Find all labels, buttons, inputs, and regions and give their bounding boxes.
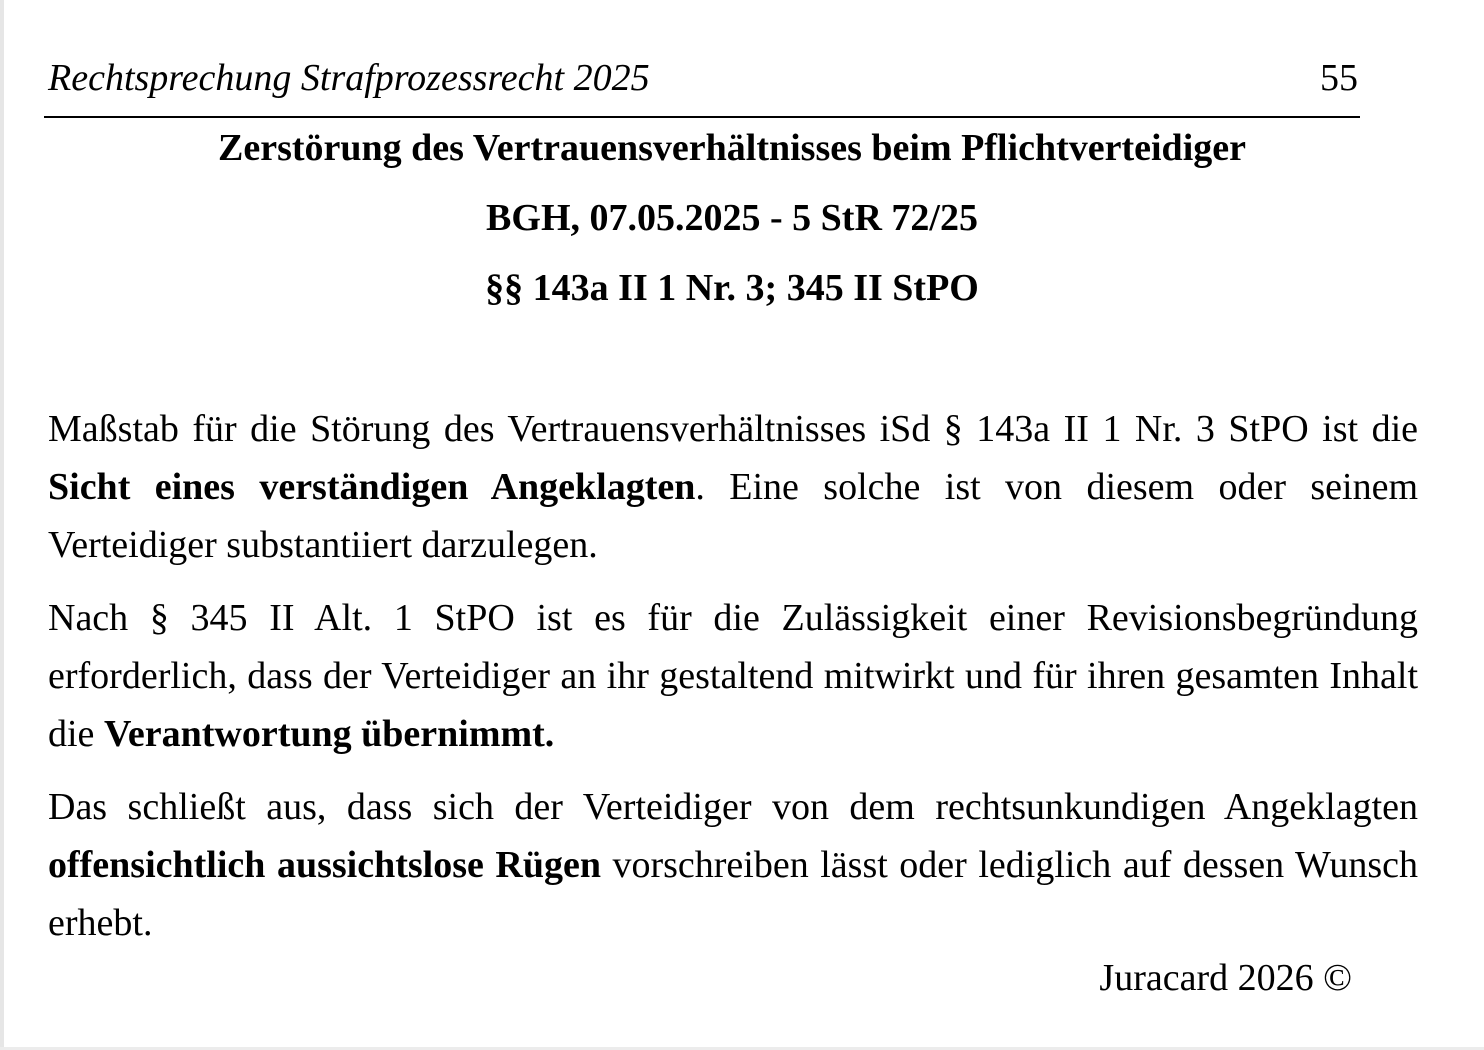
paragraph-2: [48, 589, 1418, 763]
paragraph-1-text: Maßstab für die Störung des Vertrauensverhältnisses iSd § 143a II 1 Nr. 3 StPO ist die: [48, 408, 1418, 450]
paragraph-3-emphasis: offensichtlich aussichtslose Rügen: [48, 844, 601, 886]
card-title: Zerstörung des Vertrauensverhältnisses beim Pflichtverteidiger: [218, 127, 1246, 169]
running-header-title: Rechtsprechung Strafprozessrecht 2025: [48, 57, 650, 99]
paragraph-3-text-end: vorschreiben lässt oder lediglich auf dessen Wunsch erhebt.: [48, 844, 1418, 944]
case-citation: BGH, 07.05.2025 - 5 StR 72/25: [486, 197, 978, 239]
paragraph-1-emphasis: Sicht eines verständigen Angeklagten: [48, 466, 696, 508]
paragraph-2-emphasis: Verantwortung übernimmt.: [103, 713, 555, 755]
paragraph-1: [48, 400, 1418, 574]
statute-reference: §§ 143a II 1 Nr. 3; 345 II StPO: [485, 267, 979, 309]
paragraph-2-text: Nach § 345 II Alt. 1 StPO ist es für die Zulässigkeit einer Revisionsbegründung erforderlich, dass der Verteidiger an ihr gestaltend mitwirkt und für ihren gesamten Inhalt die: [48, 597, 1418, 755]
paragraph-3-text: Das schließt aus, dass sich der Verteidiger von dem rechtsunkundigen Angeklagten: [48, 786, 1418, 828]
paragraph-3: [48, 778, 1418, 952]
copyright-footer: Juracard 2026 ©: [1099, 957, 1352, 999]
page-number: 55: [1320, 57, 1358, 99]
header-rule: [44, 116, 1360, 118]
paragraph-1-text-end: . Eine solche ist von diesem oder seinem Verteidiger substantiiert darzulegen.: [48, 466, 1418, 566]
